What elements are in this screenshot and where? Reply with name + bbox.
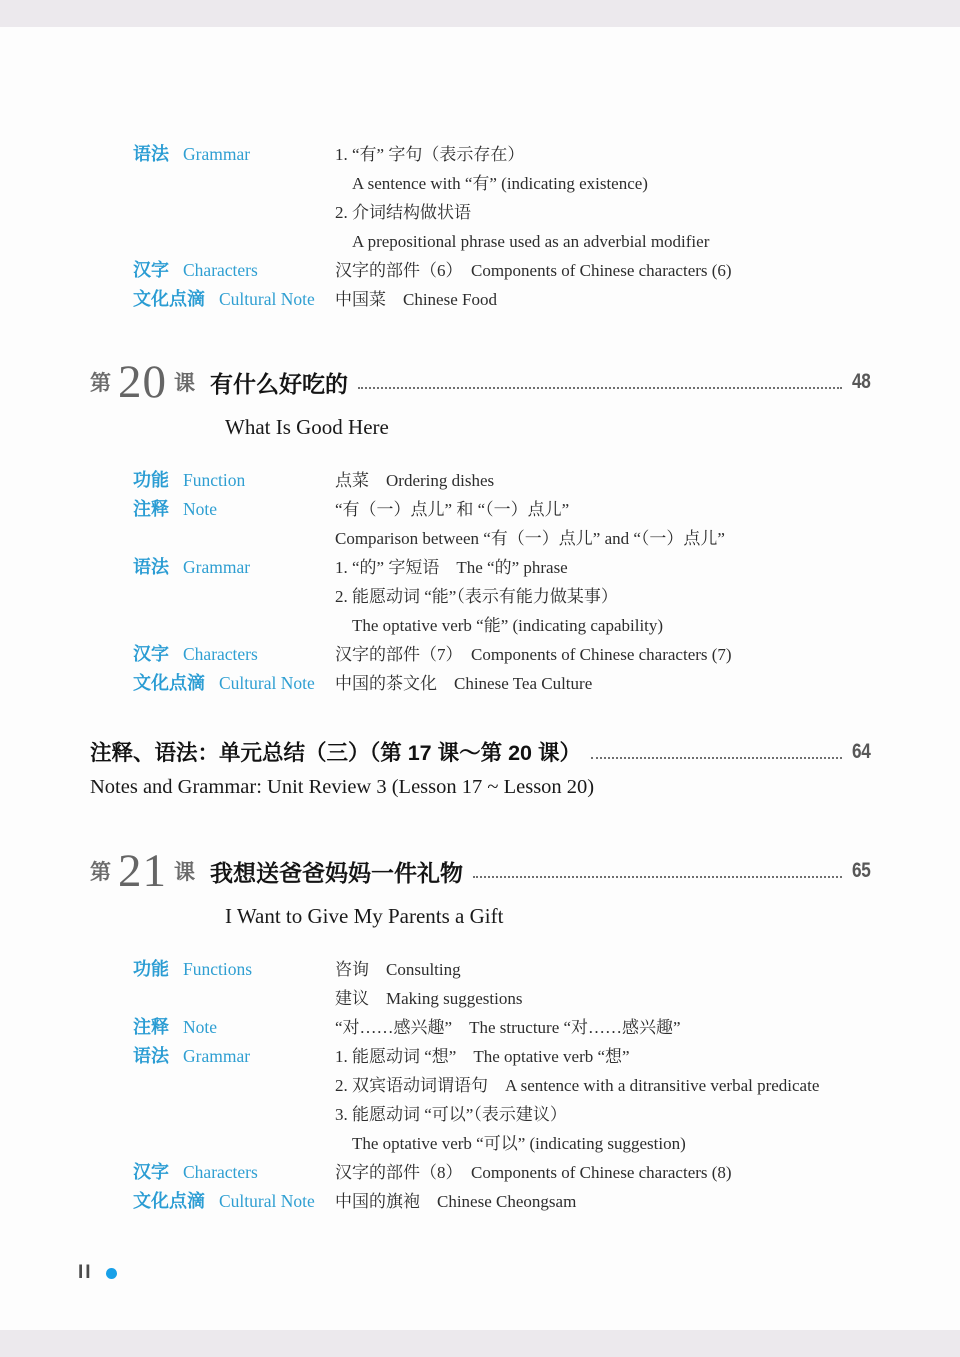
toc-label-zh: 语法 [133,144,169,164]
toc-row-content [335,553,870,640]
page-edge-top [0,0,960,27]
toc-label-zh: 汉字 [133,644,169,664]
toc-content-line: 1. “有” 字句（表示存在） [335,145,525,164]
lesson20-rows [133,466,870,698]
toc-row-content [335,495,870,553]
toc-label-en: Grammar [183,557,251,577]
toc-row-content [335,1013,870,1042]
toc-content-line: 咨询 Consulting [335,960,461,979]
lesson-title-en: I Want to Give My Parents a Gift [225,904,504,928]
lesson20-heading [90,356,870,440]
lesson21-heading [90,845,870,929]
toc-label-en: Grammar [183,1046,251,1066]
toc-row-label [133,1187,335,1216]
toc-label-zh: 汉字 [133,1162,169,1182]
toc-label-zh: 文化点滴 [133,289,205,309]
toc-row-functions [133,955,870,1013]
toc-row-characters [133,1158,870,1187]
toc-row-content [335,140,870,256]
toc-row-label [133,955,335,984]
toc-row-label [133,495,335,524]
toc-label-en: Characters [183,260,258,280]
toc-row-label [133,466,335,495]
toc-label-zh: 注释 [133,1017,169,1037]
toc-label-en: Function [183,470,246,490]
toc-row-label [133,1158,335,1187]
lesson-title-en: What Is Good Here [225,415,389,439]
lesson-suffix: 课 [174,861,195,884]
toc-content-line: 建议 Making suggestions [335,989,523,1008]
toc-content-line: 汉字的部件（8） Components of Chinese characters (8) [335,1163,732,1182]
toc-label-zh: 文化点滴 [133,673,205,693]
toc-label-en: Cultural Note [219,1191,315,1211]
toc-label-zh: 功能 [133,470,169,490]
toc-row-content [335,1187,870,1216]
toc-label-en: Cultural Note [219,289,315,309]
page-edge-bottom [0,1330,960,1357]
toc-content-line: 汉字的部件（7） Components of Chinese characters (7) [335,645,732,664]
toc-content-line: 中国菜 Chinese Food [335,290,497,309]
toc-content-line: 3. 能愿动词 “可以”（表示建议） [335,1105,567,1124]
toc-row-content [335,1158,870,1187]
toc-content-line: 2. 介词结构做状语 [335,203,471,222]
toc-content-line: “对……感兴趣” The structure “对……感兴趣” [335,1018,681,1037]
toc-row-content [335,466,870,495]
toc-row-label [133,140,335,169]
toc-row-content [335,1042,870,1158]
toc-row-label [133,1042,335,1071]
toc-row-label [133,285,335,314]
dot-leader [591,757,842,759]
lesson20-heading-line [90,356,870,408]
dot-leader [358,387,842,389]
toc-content-line: The optative verb “可以” (indicating suggestion) [352,1134,686,1153]
toc-content-line: “有（一）点儿” 和 “（一）点儿” [335,500,570,519]
toc-content-line: 2. 能愿动词 “能”（表示有能力做某事） [335,587,618,606]
toc-row-grammar [133,553,870,640]
toc-content-line: A sentence with “有” (indicating existence) [352,174,648,193]
toc-row-label [133,669,335,698]
toc-row-content [335,640,870,669]
toc-label-en: Cultural Note [219,673,315,693]
toc-row-cultural-note [133,1187,870,1216]
toc-content-line: 1. 能愿动词 “想” The optative verb “想” [335,1047,630,1066]
toc-content [0,27,960,1216]
toc-label-zh: 文化点滴 [133,1191,205,1211]
lesson-prefix: 第 [90,372,111,395]
lesson21-heading-line [90,845,870,897]
dot-leader [473,876,842,878]
lesson-title-zh: 我想送爸爸妈妈一件礼物 [210,859,463,886]
bullet-dot-icon [106,1268,117,1279]
lesson-page-number: 65 [851,859,870,882]
toc-row-content [335,256,870,285]
toc-row-note [133,1013,870,1042]
lesson-prefix: 第 [90,861,111,884]
toc-content-line: 点菜 Ordering dishes [335,471,495,490]
toc-row-label [133,553,335,582]
toc-row-content [335,955,870,1013]
toc-row-grammar [133,140,870,256]
toc-label-en: Note [183,499,218,519]
toc-label-zh: 功能 [133,959,169,979]
toc-content-line: 汉字的部件（6） Components of Chinese characters (6) [335,261,732,280]
toc-label-en: Characters [183,644,258,664]
toc-label-en: Grammar [183,144,251,164]
toc-row-grammar [133,1042,870,1158]
folio-page-number: II [78,1262,93,1283]
toc-label-en: Characters [183,1162,258,1182]
toc-content-line: 中国的茶文化 Chinese Tea Culture [335,674,593,693]
toc-row-characters [133,256,870,285]
toc-label-zh: 语法 [133,1046,169,1066]
toc-content-line: 中国的旗袍 Chinese Cheongsam [335,1192,577,1211]
toc-label-zh: 汉字 [133,260,169,280]
lesson21-rows [133,955,870,1216]
toc-label-zh: 语法 [133,557,169,577]
toc-row-label [133,1013,335,1042]
toc-row-cultural-note [133,285,870,314]
toc-row-note [133,495,870,553]
toc-row-characters [133,640,870,669]
toc-row-function [133,466,870,495]
toc-row-label [133,640,335,669]
unit-review-line [90,736,870,767]
unit-review-title-zh: 注释、语法：单元总结（三）（第 17 课～第 20 课） [90,741,581,765]
lesson-number: 21 [118,845,167,897]
toc-content-line: 1. “的” 字短语 The “的” phrase [335,558,568,577]
toc-label-en: Functions [183,959,253,979]
toc-row-content [335,669,870,698]
page-footer [78,1262,117,1284]
lesson-suffix: 课 [174,372,195,395]
lesson19-summary-rows [133,140,870,314]
toc-row-label [133,256,335,285]
toc-content-line: 2. 双宾语动词谓语句 A sentence with a ditransitive verbal predicate [335,1076,820,1095]
lesson-number: 20 [118,356,167,408]
toc-label-zh: 注释 [133,499,169,519]
toc-content-line: The optative verb “能” (indicating capability) [352,616,664,635]
lesson-page-number: 48 [851,370,870,393]
unit-review-page-number: 64 [851,739,870,763]
toc-content-line: A prepositional phrase used as an adverbial modifier [352,232,710,251]
toc-row-content [335,285,870,314]
toc-row-cultural-note [133,669,870,698]
unit-review-heading [90,736,870,799]
toc-content-line: Comparison between “有（一）点儿” and “（一）点儿” [335,529,725,548]
lesson-title-zh: 有什么好吃的 [210,370,348,397]
unit-review-title-en: Notes and Grammar: Unit Review 3 (Lesson 17 ~ Lesson 20) [90,776,595,798]
toc-label-en: Note [183,1017,218,1037]
